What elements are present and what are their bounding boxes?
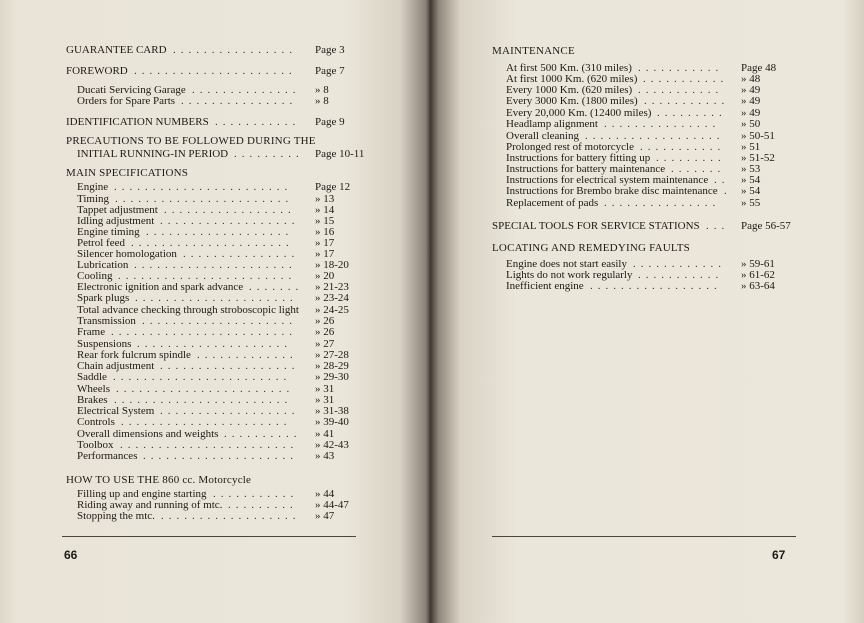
toc-entry-page: » 51 bbox=[741, 141, 761, 153]
leader-dots: ........... bbox=[643, 73, 729, 85]
toc-entry-page: » 61-62 bbox=[741, 269, 775, 281]
toc-heading: LOCATING AND REMEDYING FAULTS bbox=[492, 242, 690, 254]
toc-entry-title: Replacement of pads bbox=[506, 197, 599, 209]
page-number: 67 bbox=[772, 548, 786, 562]
toc-entry-title: Every 20,000 Km. (12400 miles) bbox=[506, 107, 652, 119]
toc-entry-page: » 26 bbox=[315, 326, 335, 338]
leader-dots: . bbox=[724, 185, 732, 197]
leader-dots: ................... bbox=[146, 226, 294, 238]
toc-entry-page: » 26 bbox=[315, 315, 335, 327]
toc-entry-page: » 41 bbox=[315, 428, 335, 440]
toc-entry-page: Page 9 bbox=[315, 116, 345, 128]
leader-dots: ........... bbox=[638, 269, 724, 281]
footer-rule bbox=[62, 536, 356, 537]
toc-entry-title: SPECIAL TOOLS FOR SERVICE STATIONS bbox=[492, 220, 700, 232]
toc-entry-page: » 44-47 bbox=[315, 499, 349, 511]
leader-dots: .................... bbox=[143, 450, 298, 462]
toc-entry-page: Page 7 bbox=[315, 65, 345, 77]
leader-dots: ....................... bbox=[113, 371, 292, 383]
toc-entry-title: Transmission bbox=[77, 315, 136, 327]
toc-entry-page: » 48 bbox=[741, 73, 761, 85]
toc-entry-page: » 14 bbox=[315, 204, 335, 216]
toc-entry-title: Performances bbox=[77, 450, 138, 462]
toc-heading: MAINTENANCE bbox=[492, 45, 575, 57]
toc-entry-title: Overall cleaning bbox=[506, 130, 579, 142]
toc-entry-page: » 53 bbox=[741, 163, 761, 175]
toc-entry-title: Instructions for battery maintenance bbox=[506, 163, 666, 175]
toc-entry-page: » 17 bbox=[315, 248, 335, 260]
toc-entry-page: » 8 bbox=[315, 84, 329, 96]
toc-entry-page: Page 3 bbox=[315, 44, 345, 56]
toc-entry-title: Electrical System bbox=[77, 405, 155, 417]
toc-entry-page: » 43 bbox=[315, 450, 335, 462]
toc-entry-page: » 18-20 bbox=[315, 259, 349, 271]
toc-entry-title: Silencer homologation bbox=[77, 248, 177, 260]
leader-dots: ....... bbox=[671, 163, 726, 175]
toc-entry-page: Page 56-57 bbox=[741, 220, 791, 232]
leader-dots: .................. bbox=[585, 130, 725, 142]
toc-entry-title: Rear fork fulcrum spindle bbox=[77, 349, 191, 361]
toc-entry-page: » 51-52 bbox=[741, 152, 775, 164]
toc-entry-page: » 49 bbox=[741, 95, 761, 107]
leader-dots: ........... bbox=[213, 488, 299, 500]
leader-dots: ....................... bbox=[120, 439, 299, 451]
toc-entry-page: » 42-43 bbox=[315, 439, 349, 451]
toc-entry-title: Stopping the mtc. bbox=[77, 510, 155, 522]
leader-dots: ................. bbox=[590, 280, 722, 292]
toc-entry-page: » 59-61 bbox=[741, 258, 775, 270]
toc-entry-page: » 54 bbox=[741, 174, 761, 186]
toc-entry-title: Inefficient engine bbox=[506, 280, 584, 292]
toc-entry-title: Timing bbox=[77, 193, 110, 205]
leader-dots: ............... bbox=[604, 197, 721, 209]
toc-entry-page: » 55 bbox=[741, 197, 761, 209]
leader-dots: ................. bbox=[164, 204, 296, 216]
left-page bbox=[0, 0, 430, 623]
leader-dots: .. bbox=[714, 174, 730, 186]
toc-entry-page: » 17 bbox=[315, 237, 335, 249]
leader-dots: ....................... bbox=[114, 181, 293, 193]
leader-dots: .................... bbox=[137, 338, 292, 350]
page-number: 66 bbox=[64, 548, 78, 562]
toc-entry-title: Tappet adjustment bbox=[77, 204, 158, 216]
leader-dots: ....................... bbox=[118, 270, 297, 282]
toc-entry-title: Idling adjustment bbox=[77, 215, 155, 227]
toc-entry-page: » 50 bbox=[741, 118, 761, 130]
leader-dots: ..................... bbox=[135, 292, 298, 304]
toc-entry-title: Saddle bbox=[77, 371, 107, 383]
leader-dots: ... bbox=[706, 220, 730, 232]
toc-entry-title: Engine timing bbox=[77, 226, 140, 238]
leader-dots: ........... bbox=[638, 84, 724, 96]
toc-entry-title: Ducati Servicing Garage bbox=[77, 84, 186, 96]
toc-entry-title: Electronic ignition and spark advance bbox=[77, 281, 244, 293]
toc-entry-page: » 31 bbox=[315, 394, 335, 406]
toc-entry-title: Prolonged rest of motorcycle bbox=[506, 141, 634, 153]
leader-dots: ....................... bbox=[116, 383, 295, 395]
leader-dots: .......... bbox=[224, 428, 302, 440]
leader-dots: ............... bbox=[183, 248, 300, 260]
leader-dots: ......... bbox=[657, 107, 727, 119]
right-page bbox=[430, 0, 864, 623]
toc-entry-title: Filling up and engine starting bbox=[77, 488, 207, 500]
leader-dots: ............... bbox=[604, 118, 721, 130]
toc-entry-page: » 47 bbox=[315, 510, 335, 522]
toc-entry-title: Cooling bbox=[77, 270, 113, 282]
toc-entry-page: » 20 bbox=[315, 270, 335, 282]
toc-entry-page: » 31-38 bbox=[315, 405, 349, 417]
toc-entry-title: Wheels bbox=[77, 383, 110, 395]
toc-entry-title: Toolbox bbox=[77, 439, 114, 451]
toc-entry-title: Overall dimensions and weights bbox=[77, 428, 219, 440]
toc-entry-page: » 49 bbox=[741, 107, 761, 119]
leader-dots: .................. bbox=[160, 405, 300, 417]
leader-dots: ............. bbox=[197, 349, 298, 361]
toc-entry-title: Instructions for Brembo brake disc maintenance bbox=[506, 185, 718, 197]
toc-entry-title: Every 1000 Km. (620 miles) bbox=[506, 84, 633, 96]
leader-dots: ..................... bbox=[134, 259, 297, 271]
leader-dots: .................... bbox=[142, 315, 297, 327]
leader-dots: ........... bbox=[215, 116, 301, 128]
leader-dots: ......... bbox=[228, 499, 298, 511]
toc-entry-title: FOREWORD bbox=[66, 65, 128, 77]
toc-entry-title: At first 1000 Km. (620 miles) bbox=[506, 73, 638, 85]
toc-entry-title: Riding away and running of mtc. bbox=[77, 499, 223, 511]
toc-entry-title: Engine does not start easily bbox=[506, 258, 627, 270]
toc-heading: HOW TO USE THE 860 cc. Motorcycle bbox=[66, 474, 252, 486]
toc-entry-page: » 49 bbox=[741, 84, 761, 96]
toc-entry-title: Headlamp alignment bbox=[506, 118, 598, 130]
toc-entry-title: Frame bbox=[77, 326, 106, 338]
leader-dots: ........... bbox=[638, 62, 724, 74]
toc-entry-page: » 27-28 bbox=[315, 349, 349, 361]
toc-entry-title: Lights do not work regularly bbox=[506, 269, 633, 281]
toc-entry-title: Instructions for battery fitting up bbox=[506, 152, 651, 164]
toc-entry-page: » 54 bbox=[741, 185, 761, 197]
toc-entry-title: Controls bbox=[77, 416, 115, 428]
toc-entry-title: Lubrication bbox=[77, 259, 129, 271]
leader-dots: ................ bbox=[173, 44, 297, 56]
toc-entry-title: Petrol feed bbox=[77, 237, 125, 249]
toc-entry-title: Suspensions bbox=[77, 338, 132, 350]
toc-entry-title: Every 3000 Km. (1800 miles) bbox=[506, 95, 638, 107]
toc-entry-page: » 50-51 bbox=[741, 130, 775, 142]
toc-entry-title: Brakes bbox=[77, 394, 108, 406]
toc-entry-page: Page 48 bbox=[741, 62, 777, 74]
toc-entry-title: Chain adjustment bbox=[77, 360, 155, 372]
toc-entry-page: » 44 bbox=[315, 488, 335, 500]
toc-entry-title: Orders for Spare Parts bbox=[77, 95, 176, 107]
leader-dots: ........................ bbox=[111, 326, 297, 338]
toc-entry-title: At first 500 Km. (310 miles) bbox=[506, 62, 632, 74]
leader-dots: ..................... bbox=[131, 237, 294, 249]
toc-entry-page: » 39-40 bbox=[315, 416, 349, 428]
toc-entry-page: » 16 bbox=[315, 226, 335, 238]
toc-entry-page: » 15 bbox=[315, 215, 335, 227]
toc-entry-page: » 13 bbox=[315, 193, 335, 205]
toc-entry-title: INITIAL RUNNING-IN PERIOD bbox=[77, 148, 229, 160]
leader-dots: ............ bbox=[633, 258, 726, 270]
leader-dots: .................. bbox=[160, 360, 300, 372]
toc-entry-title: GUARANTEE CARD bbox=[66, 44, 167, 56]
toc-entry-page: » 8 bbox=[315, 95, 329, 107]
toc-entry-title: Instructions for electrical system maintenance bbox=[506, 174, 709, 186]
toc-entry-page: » 23-24 bbox=[315, 292, 349, 304]
leader-dots: ........... bbox=[640, 141, 726, 153]
toc-entry-page: Page 12 bbox=[315, 181, 351, 193]
toc-entry-title: Total advance checking through stroboscopic light bbox=[77, 304, 299, 316]
toc-entry-title: Engine bbox=[77, 181, 109, 193]
leader-dots: ........... bbox=[644, 95, 730, 107]
toc-entry-title: IDENTIFICATION NUMBERS bbox=[66, 116, 209, 128]
toc-entry-page: » 63-64 bbox=[741, 280, 775, 292]
leader-dots: ....................... bbox=[115, 193, 294, 205]
toc-heading: MAIN SPECIFICATIONS bbox=[66, 167, 189, 179]
toc-heading: PRECAUTIONS TO BE FOLLOWED DURING THE bbox=[66, 135, 316, 147]
toc-entry-page: » 29-30 bbox=[315, 371, 349, 383]
leader-dots: .................. bbox=[161, 510, 301, 522]
leader-dots: ....... bbox=[249, 281, 304, 293]
leader-dots: ......... bbox=[656, 152, 726, 164]
leader-dots: ....................... bbox=[114, 394, 293, 406]
footer-rule bbox=[492, 536, 796, 537]
toc-entry-title: Spark plugs bbox=[77, 292, 130, 304]
leader-dots: ...................... bbox=[121, 416, 292, 428]
toc-entry-page: » 27 bbox=[315, 338, 335, 350]
leader-dots: .................. bbox=[160, 215, 300, 227]
toc-entry-page: » 24-25 bbox=[315, 304, 349, 316]
toc-entry-page: » 31 bbox=[315, 383, 335, 395]
leader-dots: ..................... bbox=[134, 65, 297, 77]
toc-entry-page: » 28-29 bbox=[315, 360, 349, 372]
toc-entry-page: » 21-23 bbox=[315, 281, 349, 293]
toc-entry-page: Page 10-11 bbox=[315, 148, 365, 160]
leader-dots: ......... bbox=[234, 148, 304, 160]
leader-dots: .............. bbox=[192, 84, 301, 96]
leader-dots: ............... bbox=[181, 95, 298, 107]
